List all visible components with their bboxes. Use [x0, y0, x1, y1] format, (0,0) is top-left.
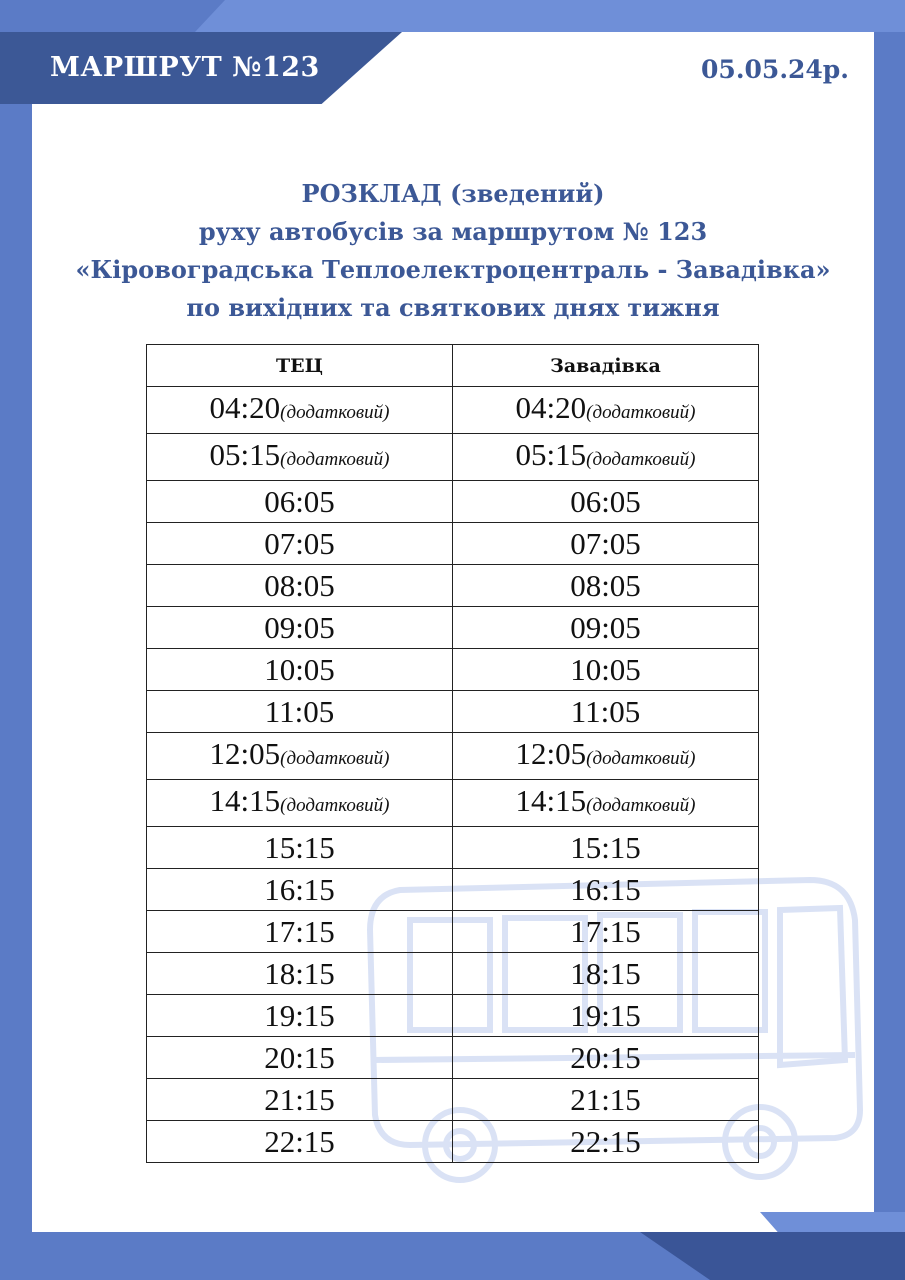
departure-zavadivka — [453, 995, 759, 1037]
departure-zavadivka — [453, 481, 759, 523]
departure-zavadivka — [453, 387, 759, 434]
title-line-3: «Кіровоградська Теплоелектроцентраль - Завадівка» — [75, 255, 831, 284]
schedule-title — [32, 175, 874, 327]
title-line-1: РОЗКЛАД (зведений) — [301, 179, 605, 208]
table-row — [147, 387, 759, 434]
departure-zavadivka — [453, 827, 759, 869]
table-row — [147, 780, 759, 827]
departure-time: 11:05 — [264, 694, 335, 729]
departure-time: 06:05 — [570, 484, 641, 519]
departure-tec — [147, 995, 453, 1037]
departure-tec — [147, 387, 453, 434]
table-row — [147, 1037, 759, 1079]
departure-zavadivka — [453, 733, 759, 780]
column-header-zavadivka: Завадівка — [453, 345, 759, 387]
departure-zavadivka — [453, 911, 759, 953]
departure-time: 18:15 — [570, 956, 641, 991]
departure-time: 19:15 — [264, 998, 335, 1033]
departure-tec — [147, 1079, 453, 1121]
departure-tec — [147, 523, 453, 565]
table-row — [147, 565, 759, 607]
departure-time: 10:05 — [570, 652, 641, 687]
top-decor-stripe — [195, 0, 905, 32]
table-row — [147, 607, 759, 649]
bottom-decor-dark — [640, 1232, 905, 1280]
departure-time: 11:05 — [570, 694, 641, 729]
table-row — [147, 953, 759, 995]
title-line-4: по вихідних та святкових днях тижня — [186, 293, 720, 322]
departure-time: 08:05 — [264, 568, 335, 603]
column-header-tec: ТЕЦ — [147, 345, 453, 387]
departure-time: 04:20 — [209, 390, 281, 425]
table-header-row — [147, 345, 759, 387]
departure-zavadivka — [453, 869, 759, 911]
additional-trip-note: (додатковий) — [586, 795, 696, 816]
departure-time: 20:15 — [570, 1040, 641, 1075]
departure-time: 16:15 — [264, 872, 335, 907]
table-row — [147, 827, 759, 869]
table-row — [147, 691, 759, 733]
table-row — [147, 995, 759, 1037]
additional-trip-note: (додатковий) — [586, 449, 696, 470]
table-row — [147, 523, 759, 565]
departure-time: 16:15 — [570, 872, 641, 907]
departure-time: 07:05 — [570, 526, 641, 561]
route-label: МАРШРУТ №123 — [50, 52, 320, 83]
departure-time: 15:15 — [264, 830, 335, 865]
departure-time: 14:15 — [209, 783, 281, 818]
departure-time: 14:15 — [515, 783, 587, 818]
departure-time: 09:05 — [264, 610, 335, 645]
departure-time: 21:15 — [264, 1082, 335, 1117]
table-row — [147, 434, 759, 481]
departure-tec — [147, 434, 453, 481]
schedule-table — [146, 344, 759, 1163]
departure-tec — [147, 733, 453, 780]
additional-trip-note: (додатковий) — [280, 449, 390, 470]
departure-zavadivka — [453, 565, 759, 607]
departure-zavadivka — [453, 953, 759, 995]
departure-time: 20:15 — [264, 1040, 335, 1075]
departure-zavadivka — [453, 649, 759, 691]
departure-time: 19:15 — [570, 998, 641, 1033]
departure-time: 04:20 — [515, 390, 587, 425]
departure-zavadivka — [453, 434, 759, 481]
departure-time: 17:15 — [264, 914, 335, 949]
departure-zavadivka — [453, 1121, 759, 1163]
departure-zavadivka — [453, 691, 759, 733]
departure-zavadivka — [453, 607, 759, 649]
departure-tec — [147, 607, 453, 649]
table-row — [147, 1121, 759, 1163]
departure-time: 08:05 — [570, 568, 641, 603]
additional-trip-note: (додатковий) — [280, 748, 390, 769]
title-line-2: руху автобусів за маршрутом № 123 — [198, 217, 708, 246]
departure-time: 07:05 — [264, 526, 335, 561]
departure-tec — [147, 953, 453, 995]
departure-time: 17:15 — [570, 914, 641, 949]
table-row — [147, 733, 759, 780]
additional-trip-note: (додатковий) — [586, 748, 696, 769]
table-row — [147, 649, 759, 691]
departure-tec — [147, 911, 453, 953]
departure-time: 21:15 — [570, 1082, 641, 1117]
departure-tec — [147, 565, 453, 607]
departure-time: 22:15 — [570, 1124, 641, 1159]
departure-time: 18:15 — [264, 956, 335, 991]
departure-tec — [147, 481, 453, 523]
departure-time: 09:05 — [570, 610, 641, 645]
table-row — [147, 481, 759, 523]
departure-time: 12:05 — [515, 736, 587, 771]
departure-tec — [147, 1037, 453, 1079]
departure-zavadivka — [453, 780, 759, 827]
additional-trip-note: (додатковий) — [280, 795, 390, 816]
departure-time: 05:15 — [515, 437, 587, 472]
departure-tec — [147, 691, 453, 733]
departure-zavadivka — [453, 523, 759, 565]
departure-tec — [147, 780, 453, 827]
additional-trip-note: (додатковий) — [586, 402, 696, 423]
departure-time: 22:15 — [264, 1124, 335, 1159]
departure-zavadivka — [453, 1037, 759, 1079]
table-row — [147, 1079, 759, 1121]
departure-time: 12:05 — [209, 736, 281, 771]
departure-tec — [147, 827, 453, 869]
date-label: 05.05.24р. — [701, 55, 849, 84]
departure-zavadivka — [453, 1079, 759, 1121]
table-row — [147, 911, 759, 953]
additional-trip-note: (додатковий) — [280, 402, 390, 423]
departure-time: 06:05 — [264, 484, 335, 519]
table-row — [147, 869, 759, 911]
departure-tec — [147, 869, 453, 911]
departure-time: 15:15 — [570, 830, 641, 865]
departure-tec — [147, 1121, 453, 1163]
schedule-body — [147, 387, 759, 1163]
departure-tec — [147, 649, 453, 691]
departure-time: 10:05 — [264, 652, 335, 687]
departure-time: 05:15 — [209, 437, 281, 472]
